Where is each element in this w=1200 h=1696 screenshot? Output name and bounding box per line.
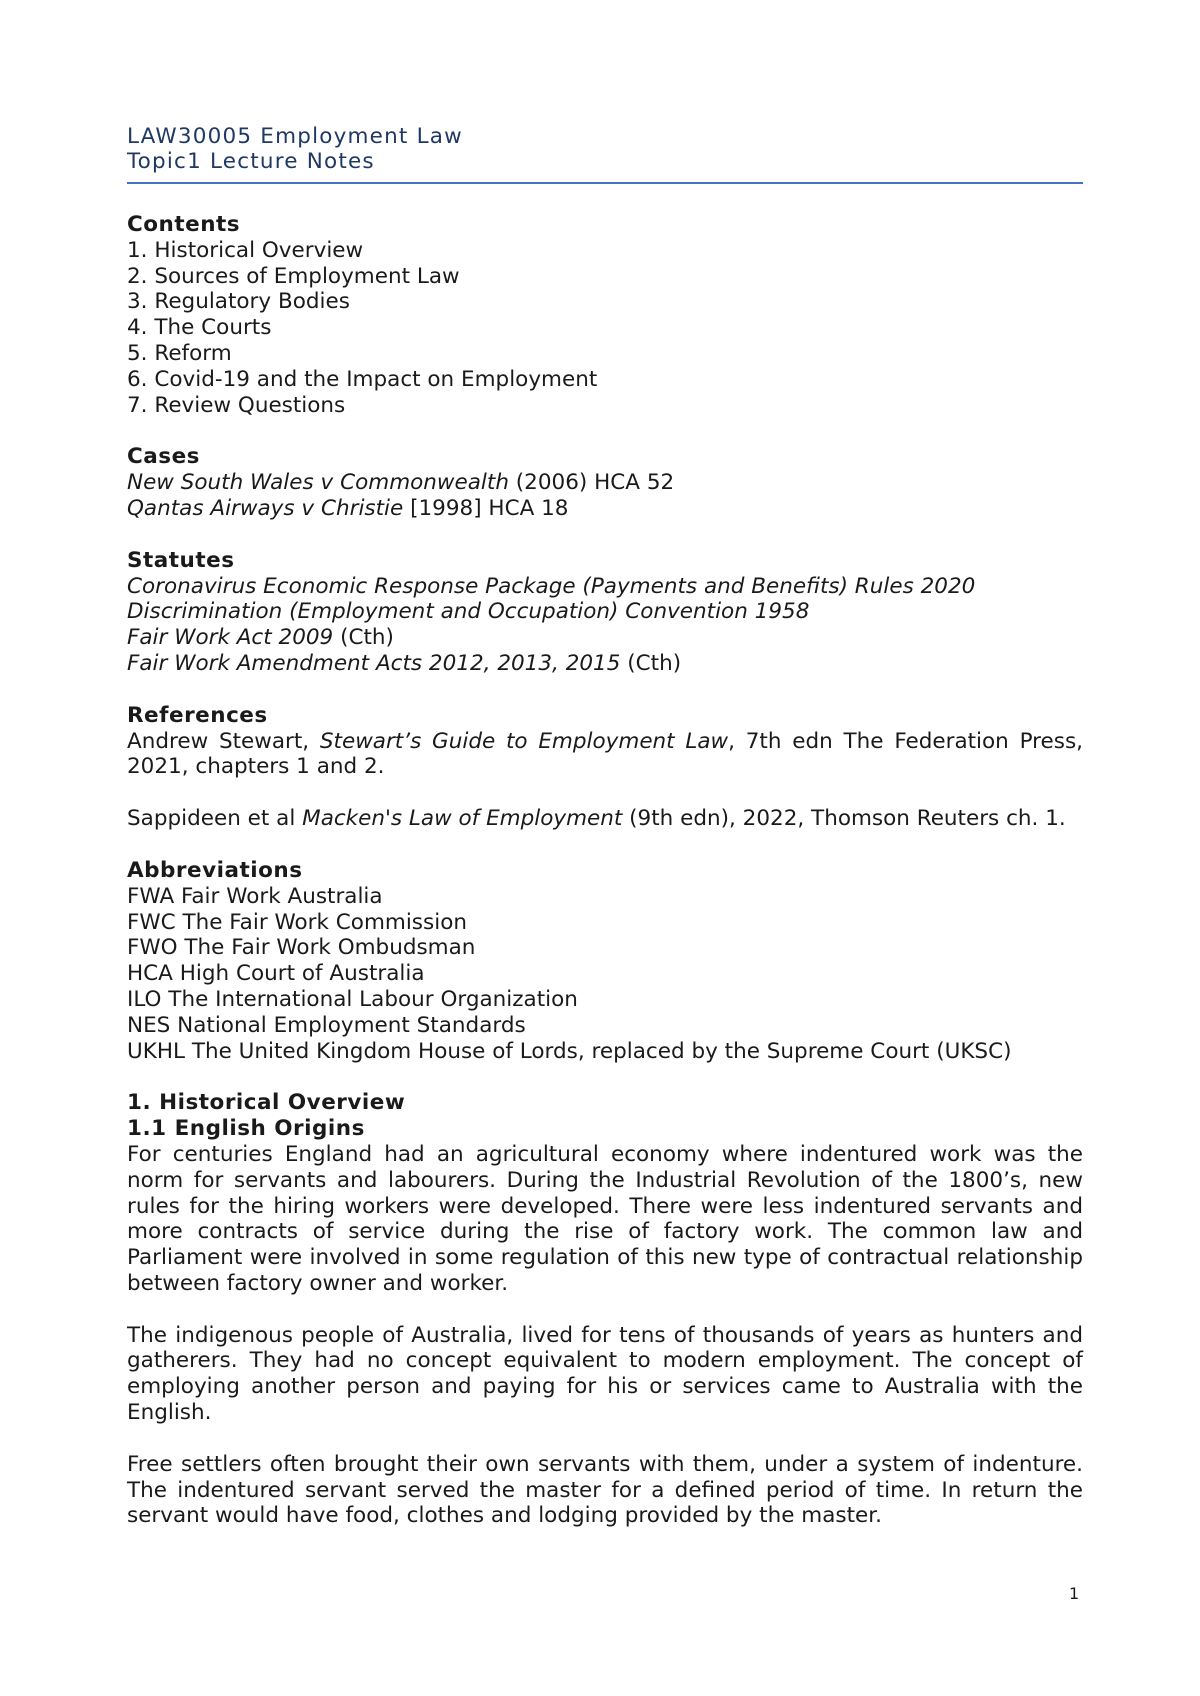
abbreviation-item: FWO The Fair Work Ombudsman xyxy=(127,935,476,961)
case-entry xyxy=(127,470,1083,496)
reference-title: Stewart’s Guide to Employment Law xyxy=(319,728,729,754)
reference-entry xyxy=(127,729,1083,781)
statute-suffix: (Cth) xyxy=(333,625,394,651)
reference-entry xyxy=(127,806,1083,832)
document-header xyxy=(127,124,1083,174)
statute-entry xyxy=(127,651,1083,677)
contents-item: 2. Sources of Employment Law xyxy=(127,263,460,289)
statute-name: Fair Work Act 2009 xyxy=(127,625,334,651)
contents-item: 6. Covid-19 and the Impact on Employment xyxy=(127,366,598,392)
body-paragraph: The indigenous people of Australia, lived for tens of thousands of years as hunters and gatherers. They had no concept equivalent to modern employment. The concept of employing another person and paying for his or services came to Australia with the English. xyxy=(127,1322,1083,1426)
statute-entry xyxy=(127,625,1083,651)
case-citation: [1998] HCA 18 xyxy=(403,495,569,521)
references-heading: References xyxy=(127,702,268,728)
statute-name: Coronavirus Economic Response Package (Payments and Benefits) Rules 2020 xyxy=(127,573,976,599)
statute-name: Discrimination (Employment and Occupation) Convention 1958 xyxy=(127,599,810,625)
statute-suffix: (Cth) xyxy=(620,650,682,676)
subsection-heading: 1.1 English Origins xyxy=(127,1116,365,1142)
contents-item: 7. Review Questions xyxy=(127,392,346,418)
statutes-section xyxy=(127,548,1083,677)
case-entry xyxy=(127,496,1083,522)
abbreviation-item: NES National Employment Standards xyxy=(127,1012,526,1038)
abbreviation-item: HCA High Court of Australia xyxy=(127,961,425,987)
historical-overview-section xyxy=(127,1090,1083,1529)
case-name: Qantas Airways v Christie xyxy=(127,495,404,521)
case-name: New South Wales v Commonwealth xyxy=(127,470,509,496)
abbreviation-item: UKHL The United Kingdom House of Lords, replaced by the Supreme Court (UKSC) xyxy=(127,1038,1012,1064)
contents-section xyxy=(127,212,1083,418)
cases-section xyxy=(127,444,1083,521)
abbreviation-item: FWA Fair Work Australia xyxy=(127,883,383,909)
reference-title: Macken's Law of Employment xyxy=(302,806,623,832)
contents-item: 5. Reform xyxy=(127,340,232,366)
body-paragraph: Free settlers often brought their own servants with them, under a system of indenture. The indentured servant served the master for a defined period of time. In return the servant would have food, clothes and lodging provided by the master. xyxy=(127,1451,1083,1529)
statutes-heading: Statutes xyxy=(127,547,235,573)
document-page xyxy=(127,124,1083,1529)
abbreviation-item: FWC The Fair Work Commission xyxy=(127,909,467,935)
header-divider xyxy=(127,182,1083,184)
course-title: LAW30005 Employment Law xyxy=(127,124,463,149)
section-heading: 1. Historical Overview xyxy=(127,1090,406,1116)
reference-details: (9th edn), 2022, Thomson Reuters ch. 1. xyxy=(622,806,1066,832)
contents-item: 4. The Courts xyxy=(127,315,272,341)
contents-heading: Contents xyxy=(127,212,241,237)
statute-name: Fair Work Amendment Acts 2012, 2013, 2015 xyxy=(127,650,621,676)
topic-title: Topic1 Lecture Notes xyxy=(127,149,375,174)
cases-heading: Cases xyxy=(127,444,200,470)
case-citation: (2006) HCA 52 xyxy=(508,470,675,496)
references-section xyxy=(127,703,1083,832)
reference-details: , 7th edn The Federation Press, 2021, chapters 1 and 2. xyxy=(127,728,1084,780)
reference-author: Sappideen et al xyxy=(127,806,303,832)
statute-entry xyxy=(127,574,1083,600)
reference-author: Andrew Stewart, xyxy=(127,728,320,754)
body-paragraph: For centuries England had an agricultural economy where indentured work was the norm for servants and labourers. During the Industrial Revolution of the 1800’s, new rules for the hiring workers were developed. There were less indentured servants and more contracts of service during the rise of factory work. The common law and Parliament were involved in some regulation of this new type of contractual relationship between factory owner and worker. xyxy=(127,1141,1083,1296)
abbreviation-item: ILO The International Labour Organization xyxy=(127,986,578,1012)
contents-item: 3. Regulatory Bodies xyxy=(127,289,350,315)
statute-entry xyxy=(127,599,1083,625)
contents-item: 1. Historical Overview xyxy=(127,237,364,263)
abbreviations-heading: Abbreviations xyxy=(127,857,303,883)
abbreviations-section xyxy=(127,858,1083,1064)
page-number: 1 xyxy=(1069,1584,1080,1603)
